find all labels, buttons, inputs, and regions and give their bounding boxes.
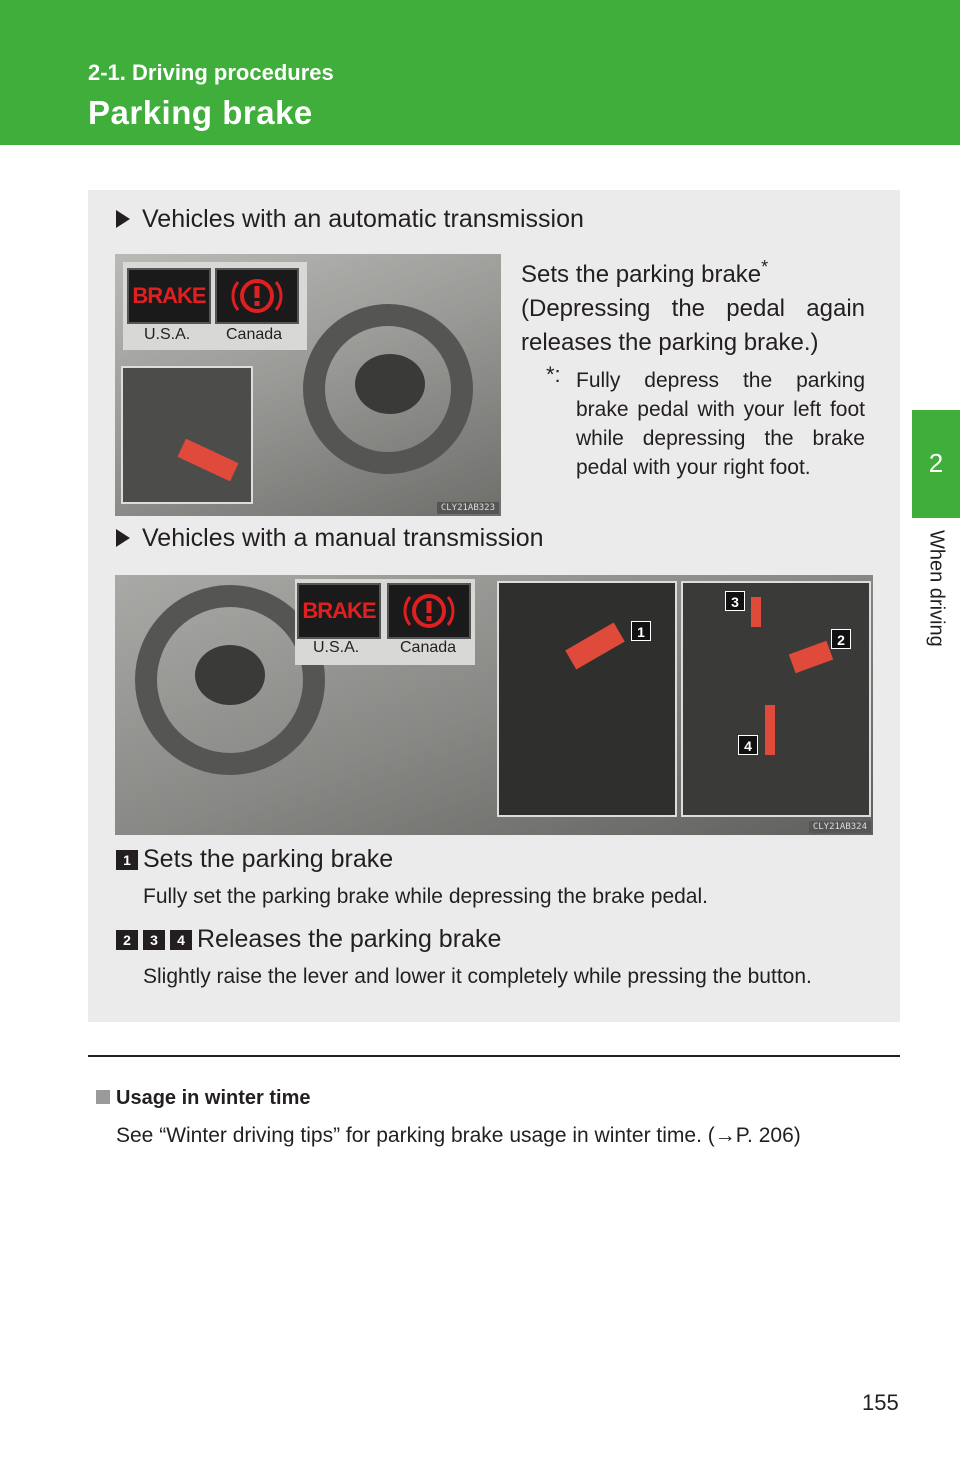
steering-hub bbox=[355, 354, 425, 414]
step-2-title-text: Releases the parking brake bbox=[197, 925, 502, 953]
lever-inset-set bbox=[497, 581, 677, 817]
brake-warning-icon bbox=[401, 589, 457, 633]
brake-indicator-text: BRAKE bbox=[132, 283, 206, 308]
automatic-description bbox=[521, 250, 865, 360]
red-arrow-icon bbox=[751, 597, 761, 627]
badge-1: 1 bbox=[631, 621, 651, 641]
page-title: Parking brake bbox=[88, 94, 313, 131]
chapter-label-text: When driving bbox=[925, 530, 948, 647]
page-number: 155 bbox=[862, 1390, 899, 1415]
manual-heading-text: Vehicles with a manual transmission bbox=[142, 524, 544, 552]
step-number-4: 4 bbox=[170, 930, 192, 950]
chapter-number: 2 bbox=[928, 448, 944, 478]
brake-indicator-usa bbox=[127, 268, 211, 324]
automatic-text-line1: Sets the parking brake bbox=[521, 261, 762, 288]
badge-2: 2 bbox=[831, 629, 851, 649]
lever-inset-release bbox=[681, 581, 871, 817]
brake-indicator-canada bbox=[387, 583, 471, 639]
label-canada: Canada bbox=[226, 326, 283, 343]
automatic-heading bbox=[116, 205, 584, 234]
note-marker: *: bbox=[546, 362, 561, 387]
winter-heading bbox=[96, 1087, 311, 1110]
automatic-illustration bbox=[115, 254, 501, 516]
manual-heading bbox=[116, 524, 544, 553]
brake-indicator-text: BRAKE bbox=[302, 598, 376, 623]
divider bbox=[88, 1055, 900, 1057]
step-number-1: 1 bbox=[116, 850, 138, 870]
square-bullet-icon bbox=[96, 1090, 110, 1104]
image-code: CLY21AB324 bbox=[809, 821, 871, 833]
brake-indicator-canada bbox=[215, 268, 299, 324]
step-1-title bbox=[116, 845, 393, 874]
step-2-title bbox=[116, 925, 501, 954]
triangle-bullet-icon bbox=[116, 529, 130, 547]
automatic-text-line2: (Depressing the pedal again releases the parking brake.) bbox=[521, 295, 865, 356]
step-number-3: 3 bbox=[143, 930, 165, 950]
steering-hub bbox=[195, 645, 265, 705]
step-number-2: 2 bbox=[116, 930, 138, 950]
label-usa: U.S.A. bbox=[144, 326, 191, 343]
badge-3: 3 bbox=[725, 591, 745, 611]
manual-illustration bbox=[115, 575, 873, 835]
red-arrow-icon bbox=[765, 705, 775, 755]
chapter-tab[interactable] bbox=[912, 410, 960, 518]
badge-4: 4 bbox=[738, 735, 758, 755]
winter-text: See “Winter driving tips” for parking brake usage in winter time. (→P. 206) bbox=[116, 1124, 801, 1147]
step-2-description: Slightly raise the lever and lower it completely while pressing the button. bbox=[143, 965, 812, 988]
brake-warning-icon bbox=[229, 274, 285, 318]
triangle-bullet-icon bbox=[116, 210, 130, 228]
page-header bbox=[0, 0, 960, 145]
label-usa: U.S.A. bbox=[313, 639, 360, 656]
pedal-inset bbox=[121, 366, 253, 504]
label-canada: Canada bbox=[400, 639, 457, 656]
brake-indicator-usa bbox=[297, 583, 381, 639]
section-title: 2-1. Driving procedures bbox=[88, 60, 334, 85]
step-1-description: Fully set the parking brake while depressing the brake pedal. bbox=[143, 885, 708, 908]
asterisk: * bbox=[761, 257, 769, 277]
step-1-title-text: Sets the parking brake bbox=[143, 845, 394, 873]
winter-heading-text: Usage in winter time bbox=[116, 1087, 311, 1109]
image-code: CLY21AB323 bbox=[437, 502, 499, 514]
automatic-heading-text: Vehicles with an automatic transmission bbox=[142, 205, 584, 233]
automatic-note: Fully depress the parking brake pedal with your left foot while depressing the brake pedal with your right foot. bbox=[576, 369, 865, 479]
chapter-label bbox=[918, 530, 954, 670]
